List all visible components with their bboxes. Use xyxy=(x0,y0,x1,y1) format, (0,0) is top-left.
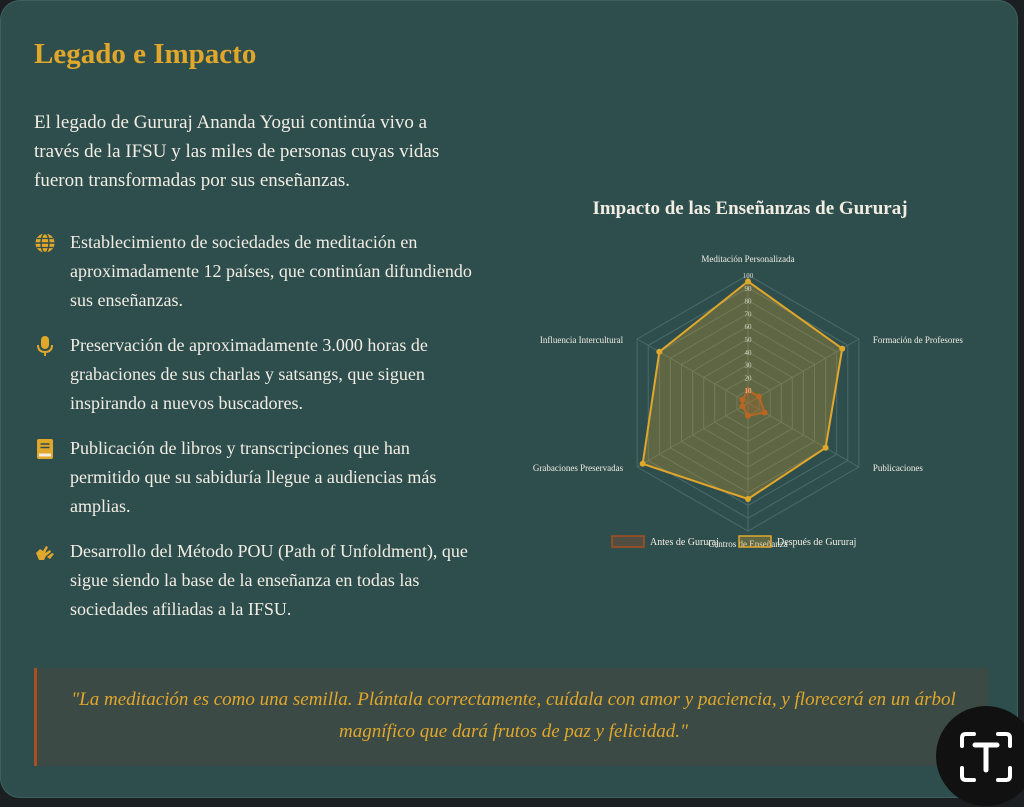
data-point xyxy=(640,461,646,467)
tick-label: 80 xyxy=(744,297,752,306)
radar-svg xyxy=(520,190,980,570)
list-item xyxy=(34,331,474,418)
chart-title: Impacto de las Enseñanzas de Gururaj xyxy=(592,198,908,219)
list-item-text: Desarrollo del Método POU (Path of Unfoldment), que sigue siendo la base de la enseñanza en todas las sociedades afiliadas a la IFSU. xyxy=(70,541,468,619)
category-label: Formación de Profesores xyxy=(872,335,963,345)
legend-swatch xyxy=(612,536,644,547)
tick-label: 50 xyxy=(744,336,752,344)
text-scan-icon xyxy=(958,730,1014,784)
quote-block xyxy=(34,668,988,766)
tick-label: 30 xyxy=(744,361,752,370)
quote-text: "La meditación es como una semilla. Plántala correctamente, cuídala con amor y paciencia, y florecerá en un árbol magnífico que dará frutos de paz y felicidad." xyxy=(71,689,956,742)
sign-language-hands-icon xyxy=(34,541,56,563)
list-item-text: Preservación de aproximadamente 3.000 horas de grabaciones de sus charlas y satsangs, que siguen inspirando a nuevos buscadores. xyxy=(70,335,428,413)
tick-label: 60 xyxy=(744,323,752,332)
tick-label: 100 xyxy=(742,272,754,280)
globe-icon xyxy=(34,232,56,254)
data-point xyxy=(823,445,829,451)
list-item-text: Publicación de libros y transcripciones que han permitido que su sabiduría llegue a audiencias más amplias. xyxy=(70,438,437,516)
list-item xyxy=(34,434,474,521)
data-point xyxy=(745,496,751,502)
legend-label: Antes de Gururaj xyxy=(650,537,719,548)
data-point xyxy=(839,346,845,352)
category-label: Grabaciones Preservadas xyxy=(532,463,624,473)
book-icon xyxy=(34,438,56,460)
list-item xyxy=(34,228,474,315)
category-label: Influencia Intercultural xyxy=(539,335,624,345)
impact-list xyxy=(34,228,474,640)
legend-label: Después de Gururaj xyxy=(777,537,857,548)
tick-label: 70 xyxy=(744,310,752,319)
category-label: Meditación Personalizada xyxy=(701,254,795,264)
intro-paragraph: El legado de Gururaj Ananda Yogui continúa vivo a través de la IFSU y las miles de personas cuyas vidas fueron transformadas por sus enseñanzas. xyxy=(34,112,440,191)
tick-label: 10 xyxy=(744,387,752,396)
list-item xyxy=(34,537,474,624)
data-point xyxy=(656,349,662,355)
category-label: Centros de Enseñanza xyxy=(708,539,788,549)
radar-chart xyxy=(520,190,980,570)
microphone-icon xyxy=(34,335,56,357)
tick-label: 90 xyxy=(744,284,752,293)
section-title: Legado e Impacto xyxy=(34,38,257,70)
legend-swatch xyxy=(739,536,771,547)
series-area-1 xyxy=(643,281,843,499)
list-item-text: Establecimiento de sociedades de meditación en aproximadamente 12 países, que continúan difundiendo sus enseñanzas. xyxy=(70,232,472,310)
tick-label: 20 xyxy=(744,374,752,383)
tick-label: 40 xyxy=(744,348,752,357)
category-label: Publicaciones xyxy=(872,463,923,473)
